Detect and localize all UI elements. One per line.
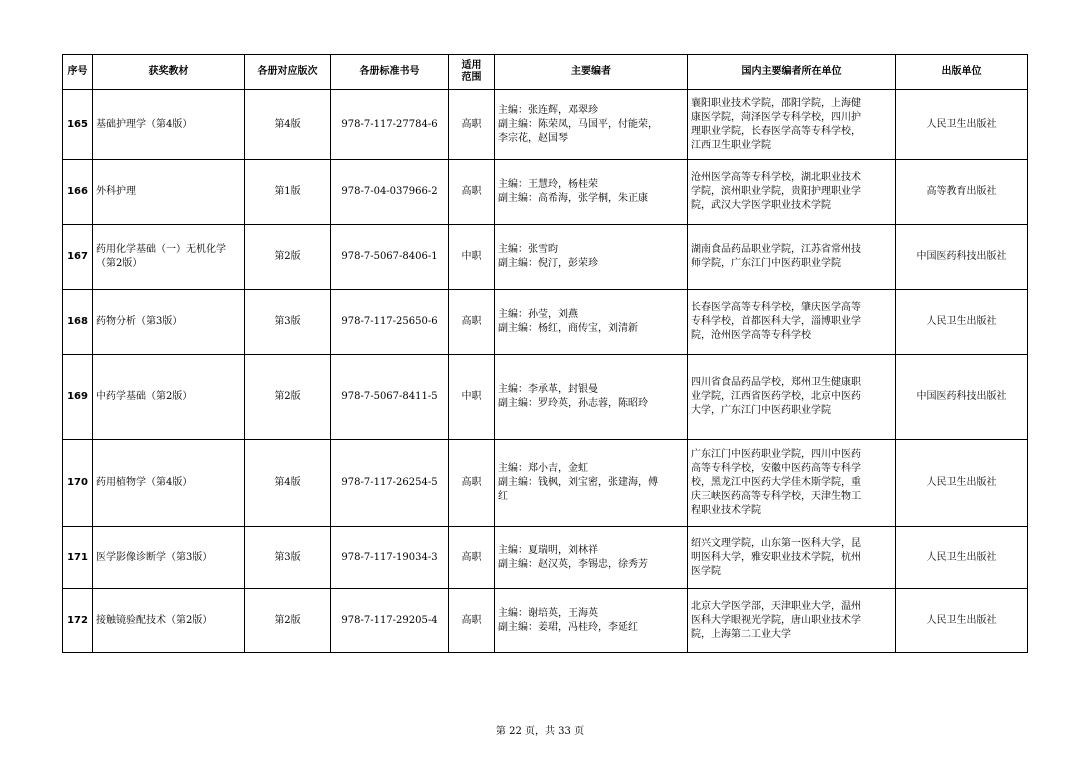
editors-cell — [495, 225, 688, 290]
table-row — [63, 440, 1028, 527]
editor-line: 副主编：陈荣凤，马国平，付能荣， — [498, 118, 658, 130]
editor-line: 副主编：钱枫，刘宝密，张建海，傅 — [498, 477, 658, 488]
col-header-edition: 各册对应版次 — [245, 55, 331, 90]
book-title: 医学影像诊断学（第3版） — [93, 527, 245, 589]
units-cell — [688, 440, 896, 527]
row-number: 167 — [63, 225, 93, 290]
unit-line: 大学，广东江门中医药职业学院 — [691, 405, 831, 416]
scope: 高职 — [449, 527, 495, 589]
editor-line: 主编：谢培英，王海英 — [498, 607, 598, 619]
editor-line: 主编：张连辉，邓翠珍 — [498, 104, 598, 116]
publisher: 人民卫生出版社 — [896, 290, 1028, 355]
unit-line: 襄阳职业技术学院，邵阳学院，上海健 — [691, 97, 861, 109]
editors-cell — [495, 440, 688, 527]
unit-line: 程职业技术学院 — [691, 505, 761, 516]
units-cell — [688, 527, 896, 589]
edition: 第2版 — [245, 589, 331, 653]
publisher: 人民卫生出版社 — [896, 527, 1028, 589]
edition: 第4版 — [245, 440, 331, 527]
header-row — [63, 55, 1028, 90]
unit-line: 康医学院，菏泽医学专科学校，四川护 — [691, 111, 861, 123]
scope: 中职 — [449, 355, 495, 440]
editor-line: 副主编：高希海，张学桐，朱正康 — [498, 193, 648, 204]
page-footer: 第 22 页，共 33 页 — [495, 726, 585, 737]
scope: 高职 — [449, 160, 495, 225]
table-row — [63, 90, 1028, 160]
table-row — [63, 527, 1028, 589]
unit-line: 医学院 — [691, 565, 721, 577]
unit-line: 校，黑龙江中医药大学佳木斯学院，重 — [691, 477, 861, 488]
book-title: 中药学基础（第2版） — [93, 355, 245, 440]
editor-line: 副主编：姜珺，冯桂玲，李延红 — [498, 621, 638, 633]
editor-line: 副主编：倪汀，彭荣珍 — [498, 258, 598, 269]
editor-line: 红 — [498, 491, 508, 502]
editors-cell — [495, 355, 688, 440]
unit-line: 院，上海第二工业大学 — [691, 628, 791, 640]
edition: 第4版 — [245, 90, 331, 160]
unit-line: 湖南食品药品职业学院，江苏省常州技 — [691, 244, 861, 255]
isbn: 978-7-117-29205-4 — [331, 589, 449, 653]
unit-line: 医科大学眼视光学院，唐山职业技术学 — [691, 614, 861, 626]
scope: 高职 — [449, 290, 495, 355]
book-title: 药用化学基础（一）无机化学（第2版） — [93, 225, 245, 290]
unit-line: 明医科大学，雅安职业技术学院，杭州 — [691, 551, 861, 563]
book-title: 外科护理 — [93, 160, 245, 225]
publisher: 人民卫生出版社 — [896, 589, 1028, 653]
unit-line: 北京大学医学部，天津职业大学，温州 — [691, 600, 861, 612]
units-cell — [688, 355, 896, 440]
editors-cell — [495, 527, 688, 589]
unit-line: 长春医学高等专科学校，肇庆医学高等 — [691, 302, 861, 313]
unit-line: 高等专科学校，安徽中医药高等专科学 — [691, 463, 861, 474]
col-header-isbn: 各册标准书号 — [331, 55, 449, 90]
unit-line: 沧州医学高等专科学校，湖北职业技术 — [691, 172, 861, 183]
isbn: 978-7-04-037966-2 — [331, 160, 449, 225]
col-header-units: 国内主要编者所在单位 — [688, 55, 896, 90]
table-row — [63, 589, 1028, 653]
publisher: 中国医药科技出版社 — [896, 355, 1028, 440]
publisher: 人民卫生出版社 — [896, 90, 1028, 160]
edition: 第2版 — [245, 355, 331, 440]
col-header-editors: 主要编者 — [495, 55, 688, 90]
isbn: 978-7-117-19034-3 — [331, 527, 449, 589]
row-number: 168 — [63, 290, 93, 355]
row-number: 171 — [63, 527, 93, 589]
units-cell — [688, 225, 896, 290]
editor-line: 主编：李承革，封银曼 — [498, 384, 598, 395]
editors-cell — [495, 160, 688, 225]
unit-line: 江西卫生职业学院 — [691, 139, 771, 151]
row-number: 169 — [63, 355, 93, 440]
scope: 中职 — [449, 225, 495, 290]
editor-line: 主编：郑小吉，金虹 — [498, 463, 588, 474]
editor-line: 李宗花，赵国琴 — [498, 132, 568, 144]
row-number: 170 — [63, 440, 93, 527]
col-header-publisher: 出版单位 — [896, 55, 1028, 90]
scope: 高职 — [449, 589, 495, 653]
edition: 第1版 — [245, 160, 331, 225]
units-cell — [688, 90, 896, 160]
table-row — [63, 355, 1028, 440]
editor-line: 主编：夏瑞明，刘林祥 — [498, 544, 598, 556]
col-header-no: 序号 — [63, 55, 93, 90]
unit-line: 师学院，广东江门中医药职业学院 — [691, 258, 841, 269]
units-cell — [688, 290, 896, 355]
book-title: 药用植物学（第4版） — [93, 440, 245, 527]
unit-line: 业学院，江西省医药学校，北京中医药 — [691, 391, 861, 402]
editor-line: 主编：孙莹，刘燕 — [498, 309, 578, 320]
edition: 第2版 — [245, 225, 331, 290]
publisher: 高等教育出版社 — [896, 160, 1028, 225]
unit-line: 专科学校，首都医科大学，淄博职业学 — [691, 316, 861, 327]
edition: 第3版 — [245, 527, 331, 589]
unit-line: 绍兴文理学院，山东第一医科大学，昆 — [691, 537, 861, 549]
row-number: 165 — [63, 90, 93, 160]
unit-line: 庆三峡医药高等专科学校，天津生物工 — [691, 491, 861, 502]
col-header-title: 获奖教材 — [93, 55, 245, 90]
editors-cell — [495, 90, 688, 160]
table-row — [63, 225, 1028, 290]
units-cell — [688, 589, 896, 653]
isbn: 978-7-5067-8406-1 — [331, 225, 449, 290]
isbn: 978-7-117-25650-6 — [331, 290, 449, 355]
unit-line: 广东江门中医药职业学院，四川中医药 — [691, 449, 861, 460]
scope: 高职 — [449, 90, 495, 160]
awards-table — [62, 54, 1028, 653]
isbn: 978-7-117-26254-5 — [331, 440, 449, 527]
publisher: 中国医药科技出版社 — [896, 225, 1028, 290]
editors-cell — [495, 290, 688, 355]
units-cell — [688, 160, 896, 225]
unit-line: 院，武汉大学医学职业技术学院 — [691, 200, 831, 211]
book-title: 接触镜验配技术（第2版） — [93, 589, 245, 653]
editor-line: 副主编：赵汉英，李锡忠，徐秀芳 — [498, 558, 648, 570]
isbn: 978-7-117-27784-6 — [331, 90, 449, 160]
editor-line: 主编：王慧玲，杨桂荣 — [498, 179, 598, 190]
unit-line: 院，沧州医学高等专科学校 — [691, 330, 811, 341]
row-number: 172 — [63, 589, 93, 653]
book-title: 药物分析（第3版） — [93, 290, 245, 355]
col-header-scope: 适用 范围 — [449, 55, 495, 90]
book-title: 基础护理学（第4版） — [93, 90, 245, 160]
table-row — [63, 160, 1028, 225]
edition: 第3版 — [245, 290, 331, 355]
table-row — [63, 290, 1028, 355]
editor-line: 副主编：罗玲英，孙志蓉，陈昭玲 — [498, 398, 648, 409]
scope: 高职 — [449, 440, 495, 527]
editor-line: 副主编：杨红，商传宝，刘清新 — [498, 323, 638, 334]
publisher: 人民卫生出版社 — [896, 440, 1028, 527]
unit-line: 理职业学院，长春医学高等专科学校， — [691, 125, 861, 137]
unit-line: 四川省食品药品学校，郑州卫生健康职 — [691, 377, 861, 388]
isbn: 978-7-5067-8411-5 — [331, 355, 449, 440]
editors-cell — [495, 589, 688, 653]
row-number: 166 — [63, 160, 93, 225]
editor-line: 主编：张雪昀 — [498, 244, 558, 255]
unit-line: 学院，滨州职业学院，贵阳护理职业学 — [691, 186, 861, 197]
